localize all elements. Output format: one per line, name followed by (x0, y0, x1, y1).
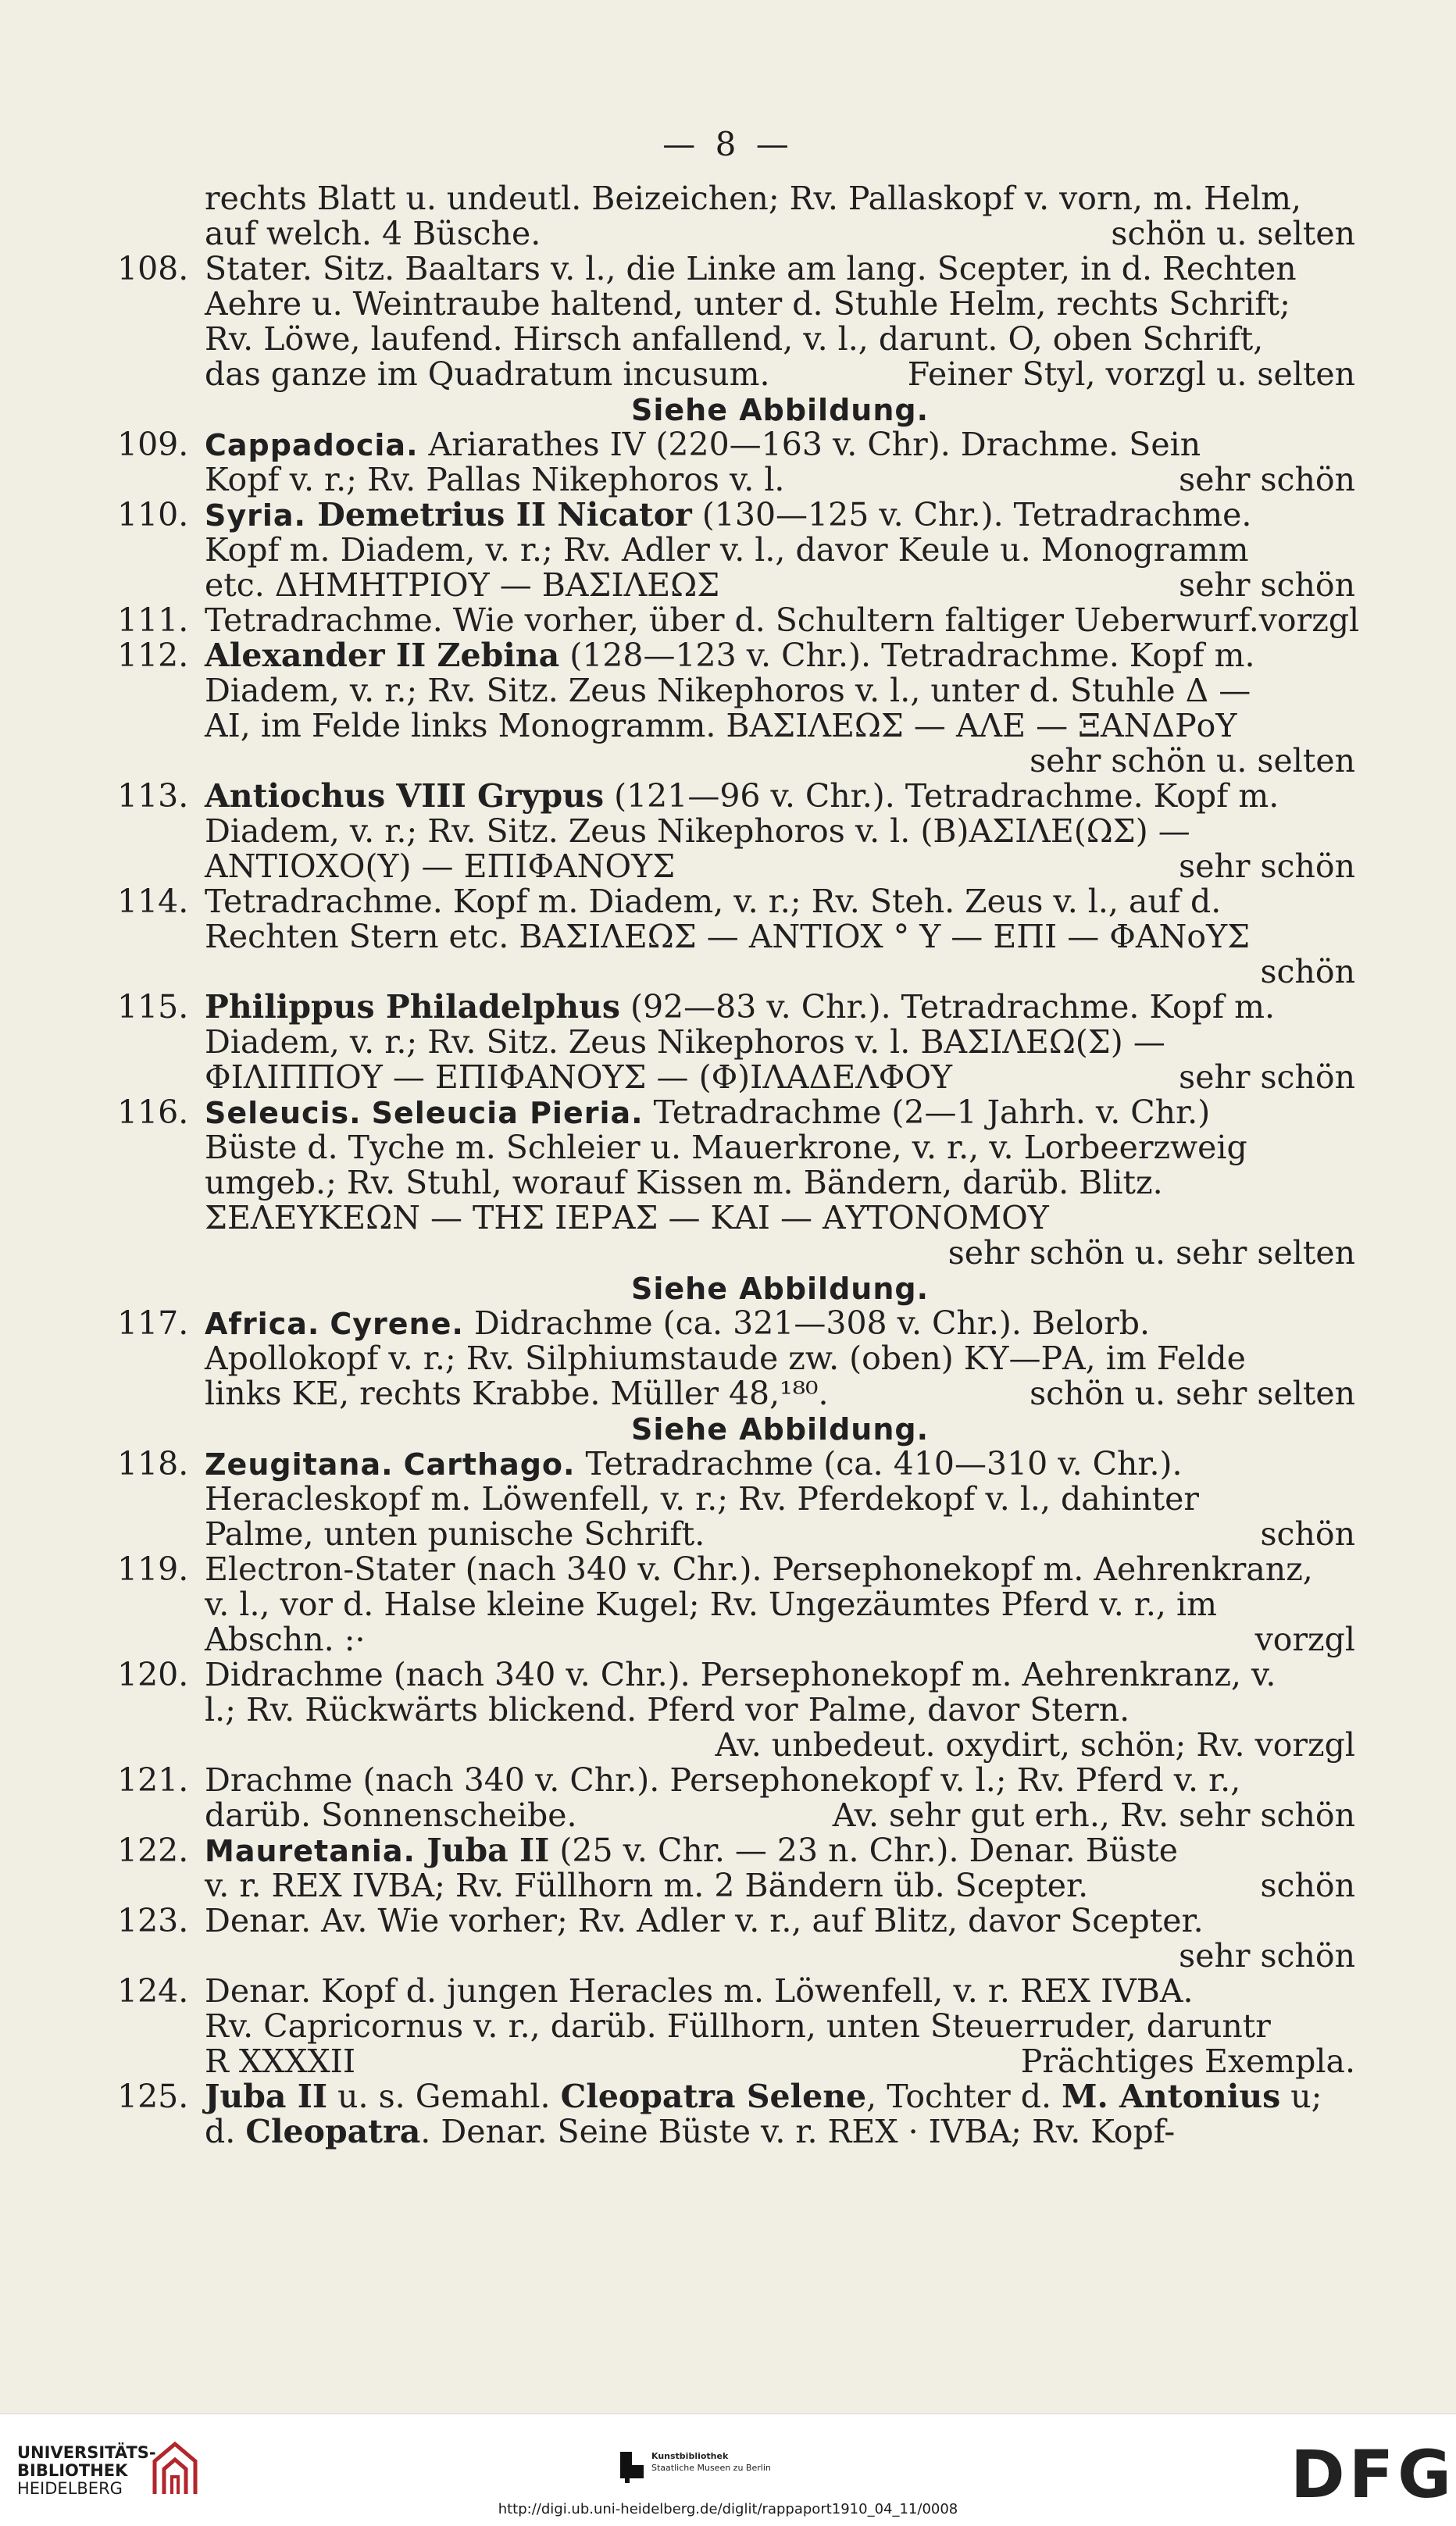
library-name-line: UNIVERSITÄTS- (17, 2443, 156, 2462)
text-line (205, 1306, 1355, 1341)
text-line (205, 1201, 1355, 1236)
line-grade: sehr schön (1179, 847, 1355, 885)
text-run: (130—125 v. Chr.). Tetradrachme. (691, 496, 1252, 533)
text-line (205, 2009, 1355, 2044)
text-run: u. s. Gemahl. (327, 2078, 561, 2115)
line-description: ΑΝΤΙΟΧΟ(Υ) — ΕΠΙΦΑΝΟΥΣ (205, 847, 676, 885)
text-run: d. (205, 2113, 246, 2150)
university-library-name[interactable] (17, 2444, 156, 2498)
permalink-url[interactable]: http://digi.ub.uni-heidelberg.de/diglit/rappaport1910_04_11/0008 (498, 2501, 958, 2517)
catalog-text (117, 180, 1360, 2150)
region-heading: Cyrene. (330, 1307, 464, 1341)
entry-number: 121. (117, 1761, 189, 1799)
line-grade: Av. sehr gut erh., Rv. sehr schön (832, 1796, 1355, 1834)
text-run: Electron-Stater (nach 340 v. Chr.). Persephonekopf m. Aehrenkranz, (205, 1550, 1313, 1588)
catalog-entry (117, 427, 1355, 498)
text-line (205, 990, 1355, 1025)
university-library-logo-icon[interactable] (148, 2438, 203, 2499)
text-run: sehr schön (1179, 1937, 1355, 1975)
text-run: Denar. Av. Wie vorher; Rv. Adler v. r., auf Blitz, davor Scepter. (205, 1902, 1204, 1939)
line-description: Kopf v. r.; Rv. Pallas Nikephoros v. l. (205, 461, 785, 498)
ruler-name: Alexander II Zebina (205, 637, 560, 674)
text-run: Tetradrachme (2—1 Jahrh. v. Chr.) (643, 1094, 1211, 1131)
text-line (205, 779, 1355, 814)
text-run: Didrachme (ca. 321—308 v. Chr.). Belorb. (463, 1304, 1151, 1342)
text-line (205, 1587, 1355, 1622)
text-run: (25 v. Chr. — 23 n. Chr.). Denar. Büste (549, 1832, 1179, 1869)
text-line (205, 181, 1355, 216)
entry-number: 111. (117, 601, 189, 639)
text-line (205, 1693, 1355, 1728)
entry-number: 110. (117, 496, 189, 533)
text-run: Apollokopf v. r.; Rv. Silphiumstaude zw. (oben) ΚΥ—ΡΑ, im Felde (205, 1340, 1246, 1377)
region-heading: Siehe Abbildung. (630, 393, 930, 427)
text-line (205, 1271, 1355, 1306)
text-line (205, 849, 1355, 884)
line-grade: schön (1260, 1515, 1355, 1553)
text-run: Aehre u. Weintraube haltend, unter d. Stuhle Helm, rechts Schrift; (205, 285, 1290, 323)
line-description: R XXXXII (205, 2043, 356, 2080)
text-run: Rechten Stern etc. ΒΑΣΙΛΕΩΣ — ΑΝΤΙΟΧ ° Υ — ΕΠΙ — ΦΑΝοΥΣ (205, 918, 1251, 955)
text-run: u; (1280, 2078, 1322, 2115)
text-run: sehr schön u. selten (1030, 742, 1355, 780)
text-run: . Denar. Seine Büste v. r. REX · IVBA; Rv. Kopf- (420, 2113, 1176, 2150)
entry-number: 124. (117, 1972, 189, 2010)
line-grade: schön u. selten (1111, 215, 1355, 252)
text-run: Büste d. Tyche m. Schleier u. Mauerkrone, v. r., v. Lorbeerzweig (205, 1129, 1247, 1166)
text-line (205, 1657, 1355, 1693)
text-run: , Tochter d. (866, 2078, 1062, 2115)
catalog-entry (117, 498, 1355, 603)
line-grade: vorzgl (1254, 1621, 1355, 1658)
dfg-logo[interactable]: DFG (1290, 2436, 1456, 2513)
catalog-entry (117, 601, 1360, 639)
text-run: l.; Rv. Rückwärts blickend. Pferd vor Palme, davor Stern. (205, 1691, 1130, 1729)
text-line (205, 744, 1355, 779)
text-line (205, 1974, 1355, 2009)
text-line (205, 2079, 1355, 2114)
entry-number: 120. (117, 1656, 189, 1693)
text-line (205, 601, 1360, 639)
line-description: links ΚΕ, rechts Krabbe. Müller 48,¹⁸⁰. (205, 1375, 829, 1412)
line-grade: schön u. sehr selten (1030, 1375, 1355, 1412)
entry-number: 108. (117, 250, 189, 287)
library-name-line: BIBLIOTHEK (17, 2461, 128, 2480)
entry-number: 109. (117, 426, 189, 463)
text-run: rechts Blatt u. undeutl. Beizeichen; Rv. Pallaskopf v. vorn, m. Helm, (205, 180, 1302, 217)
text-run: Diadem, v. r.; Rv. Sitz. Zeus Nikephoros v. l. ΒΑΣΙΛΕΩ(Σ) — (205, 1023, 1165, 1061)
text-run: Ariarathes IV (220—163 v. Chr). Drachme. Sein (418, 426, 1201, 463)
line-description: ΦΙΛΙΠΠΟΥ — ΕΠΙΦΑΝΟΥΣ — (Φ)ΙΛΑΔΕΛΦΟΥ (205, 1058, 953, 1096)
text-line (205, 287, 1355, 322)
ruler-name: Juba II (416, 1832, 550, 1869)
region-heading: Cappadocia. (205, 428, 419, 462)
text-line (205, 427, 1355, 462)
text-line (205, 2044, 1355, 2079)
catalog-entry (117, 779, 1355, 884)
line-grade: schön (1260, 1867, 1355, 1904)
text-run: Av. unbedeut. oxydirt, schön; Rv. vorzgl (715, 1726, 1355, 1764)
text-run: (121—96 v. Chr.). Tetradrachme. Kopf m. (604, 777, 1279, 815)
text-run: umgeb.; Rv. Stuhl, worauf Kissen m. Bändern, darüb. Blitz. (205, 1164, 1163, 1201)
entry-number: 117. (117, 1304, 189, 1342)
line-grade: sehr schön (1179, 1058, 1355, 1096)
ruler-name: Juba II (205, 2078, 328, 2115)
text-run (319, 1304, 330, 1342)
text-line (205, 1868, 1355, 1903)
entry-number: 116. (117, 1094, 189, 1131)
text-line (205, 1130, 1355, 1165)
catalog-entry (117, 884, 1355, 990)
text-line (205, 1622, 1355, 1657)
line-grade: vorzgl (1258, 601, 1360, 639)
catalog-entry (117, 990, 1355, 1095)
text-line (205, 919, 1355, 954)
catalog-entry (117, 1974, 1355, 2079)
text-run: Tetradrachme. Kopf m. Diadem, v. r.; Rv. Steh. Zeus v. l., auf d. (205, 883, 1222, 920)
entry-number: 114. (117, 883, 189, 920)
text-run: Stater. Sitz. Baaltars v. l., die Linke am lang. Scepter, in d. Rechten (205, 250, 1297, 287)
line-description: auf welch. 4 Büsche. (205, 215, 541, 252)
catalog-entry (117, 1657, 1355, 1763)
text-line (205, 1447, 1355, 1482)
text-line (205, 1939, 1355, 1974)
region-heading: Carthago. (403, 1447, 576, 1482)
text-run: Didrachme (nach 340 v. Chr.). Persephonekopf m. Aehrenkranz, v. (205, 1656, 1276, 1693)
catalog-entry (117, 181, 1355, 252)
text-run: Rv. Löwe, laufend. Hirsch anfallend, v. l., darunt. O, oben Schrift, (205, 320, 1264, 358)
text-line (205, 533, 1355, 568)
text-line (205, 1095, 1355, 1130)
text-line (205, 1236, 1355, 1271)
text-line (205, 1165, 1355, 1201)
catalog-entry (117, 1833, 1355, 1903)
line-grade: Feiner Styl, vorzgl u. selten (907, 355, 1355, 393)
page-number: — 8 — (662, 125, 794, 163)
line-description: Tetradrachme. Wie vorher, über d. Schultern faltiger Ueberwurf. (205, 601, 1259, 639)
entry-number: 115. (117, 988, 189, 1026)
text-line (205, 498, 1355, 533)
text-line (205, 1798, 1355, 1833)
text-line (205, 1833, 1355, 1868)
text-line (205, 322, 1355, 357)
ruler-name: Demetrius II Nicator (305, 496, 692, 533)
text-run: sehr schön u. sehr selten (947, 1234, 1355, 1272)
text-line (205, 1552, 1355, 1587)
entry-number: 113. (117, 777, 189, 815)
catalog-entry (117, 1903, 1355, 1974)
region-heading: Mauretania. (205, 1834, 416, 1868)
entry-number: 123. (117, 1902, 189, 1939)
catalog-entry (117, 1306, 1355, 1447)
ruler-name: Antiochus VIII Grypus (205, 777, 605, 815)
ruler-name: Cleopatra Selene (560, 2078, 867, 2115)
text-line (205, 568, 1355, 603)
entry-number: 125. (117, 2078, 189, 2115)
text-line (205, 638, 1355, 673)
ruler-name: Philippus Philadelphus (205, 988, 620, 1026)
text-run: Denar. Kopf d. jungen Heracles m. Löwenfell, v. r. REX IVBA. (205, 1972, 1194, 2010)
text-line (205, 252, 1355, 287)
text-run: (128—123 v. Chr.). Tetradrachme. Kopf m. (559, 637, 1255, 674)
text-run: ΣΕΛΕΥΚΕΩΝ — ΤΗΣ ΙΕΡΑΣ — ΚΑΙ — ΑΥΤΟΝΟΜΟΥ (205, 1199, 1049, 1236)
entry-number: 122. (117, 1832, 189, 1869)
text-line (205, 357, 1355, 392)
text-line (205, 708, 1355, 744)
catalog-entry (117, 1552, 1355, 1657)
text-run (362, 1094, 372, 1131)
region-heading: Siehe Abbildung. (630, 1272, 930, 1306)
text-line (205, 1025, 1355, 1060)
region-heading: Syria. (205, 498, 306, 533)
text-run (394, 1445, 404, 1482)
line-description: Palme, unten punische Schrift. (205, 1515, 705, 1553)
text-line (205, 1411, 1355, 1447)
library-name-line: HEIDELBERG (17, 2479, 123, 2498)
line-description: darüb. Sonnenscheibe. (205, 1796, 577, 1834)
text-line (205, 392, 1355, 427)
text-run: Kopf m. Diadem, v. r.; Rv. Adler v. l., davor Keule u. Monogramm (205, 531, 1249, 569)
catalog-entry (117, 252, 1355, 427)
ruler-name: M. Antonius (1062, 2078, 1281, 2115)
line-grade: sehr schön (1179, 566, 1355, 604)
entry-number: 118. (117, 1445, 189, 1482)
text-run: AI, im Felde links Monogramm. ΒΑΣΙΛΕΩΣ — ΑΛΕ — ΞΑΝΔΡοΥ (205, 707, 1237, 744)
text-run: Drachme (nach 340 v. Chr.). Persephonekopf v. l.; Rv. Pferd v. r., (205, 1761, 1241, 1799)
kunstbibliothek-subtitle: Staatliche Museen zu Berlin (651, 2463, 771, 2473)
footer-bar (0, 2414, 1456, 2526)
catalog-entry (117, 1095, 1355, 1306)
text-line (205, 1060, 1355, 1095)
entry-number: 112. (117, 637, 189, 674)
text-line (205, 1517, 1355, 1552)
text-line (205, 884, 1355, 919)
entry-number: 119. (117, 1550, 189, 1588)
text-run: (92—83 v. Chr.). Tetradrachme. Kopf m. (619, 988, 1276, 1026)
text-run: Heracleskopf m. Löwenfell, v. r.; Rv. Pferdekopf v. l., dahinter (205, 1480, 1199, 1518)
text-line (205, 954, 1355, 990)
line-grade: sehr schön (1179, 461, 1355, 498)
text-run: Tetradrachme (ca. 410—310 v. Chr.). (575, 1445, 1183, 1482)
region-heading: Africa. (205, 1307, 320, 1341)
region-heading: Zeugitana. (205, 1447, 394, 1482)
text-run: v. l., vor d. Halse kleine Kugel; Rv. Ungezäumtes Pferd v. r., im (205, 1586, 1217, 1623)
line-grade: Prächtiges Exempla. (1020, 2043, 1355, 2080)
catalog-entry (117, 638, 1355, 779)
text-line (205, 1728, 1355, 1763)
catalog-entry (117, 1447, 1355, 1552)
text-line (205, 1482, 1355, 1517)
line-description: das ganze im Quadratum incusum. (205, 355, 770, 393)
kunstbibliothek-logo-icon[interactable] (619, 2449, 645, 2483)
region-heading: Seleucia Pieria. (371, 1096, 644, 1130)
region-heading: Siehe Abbildung. (630, 1412, 930, 1447)
line-description: etc. ΔΗΜΗΤΡΙΟΥ — ΒΑΣΙΛΕΩΣ (205, 566, 720, 604)
text-line (205, 1341, 1355, 1376)
catalog-entry (117, 1763, 1355, 1833)
kunstbibliothek-title: Kunstbibliothek (651, 2451, 729, 2461)
text-line (205, 673, 1355, 708)
text-line (205, 462, 1355, 498)
text-run: schön (1260, 953, 1355, 990)
text-run: Diadem, v. r.; Rv. Sitz. Zeus Nikephoros v. l. (Β)ΑΣΙΛΕ(ΩΣ) — (205, 812, 1190, 850)
kunstbibliothek-name[interactable] (651, 2450, 771, 2474)
ruler-name: Cleopatra (245, 2113, 421, 2150)
text-line (205, 814, 1355, 849)
text-line (205, 1903, 1355, 1939)
line-description: v. r. REX IVBA; Rv. Füllhorn m. 2 Bändern üb. Scepter. (205, 1867, 1089, 1904)
text-run: Rv. Capricornus v. r., darüb. Füllhorn, unten Steuerruder, daruntr (205, 2007, 1271, 2045)
catalog-entry (117, 2079, 1355, 2150)
text-line (205, 1376, 1355, 1411)
text-line (205, 2114, 1355, 2150)
text-line (205, 1763, 1355, 1798)
text-run: Diadem, v. r.; Rv. Sitz. Zeus Nikephoros v. l., unter d. Stuhle Δ — (205, 672, 1251, 709)
text-line (205, 216, 1355, 252)
line-description: Abschn. :· (205, 1621, 366, 1658)
region-heading: Seleucis. (205, 1096, 362, 1130)
